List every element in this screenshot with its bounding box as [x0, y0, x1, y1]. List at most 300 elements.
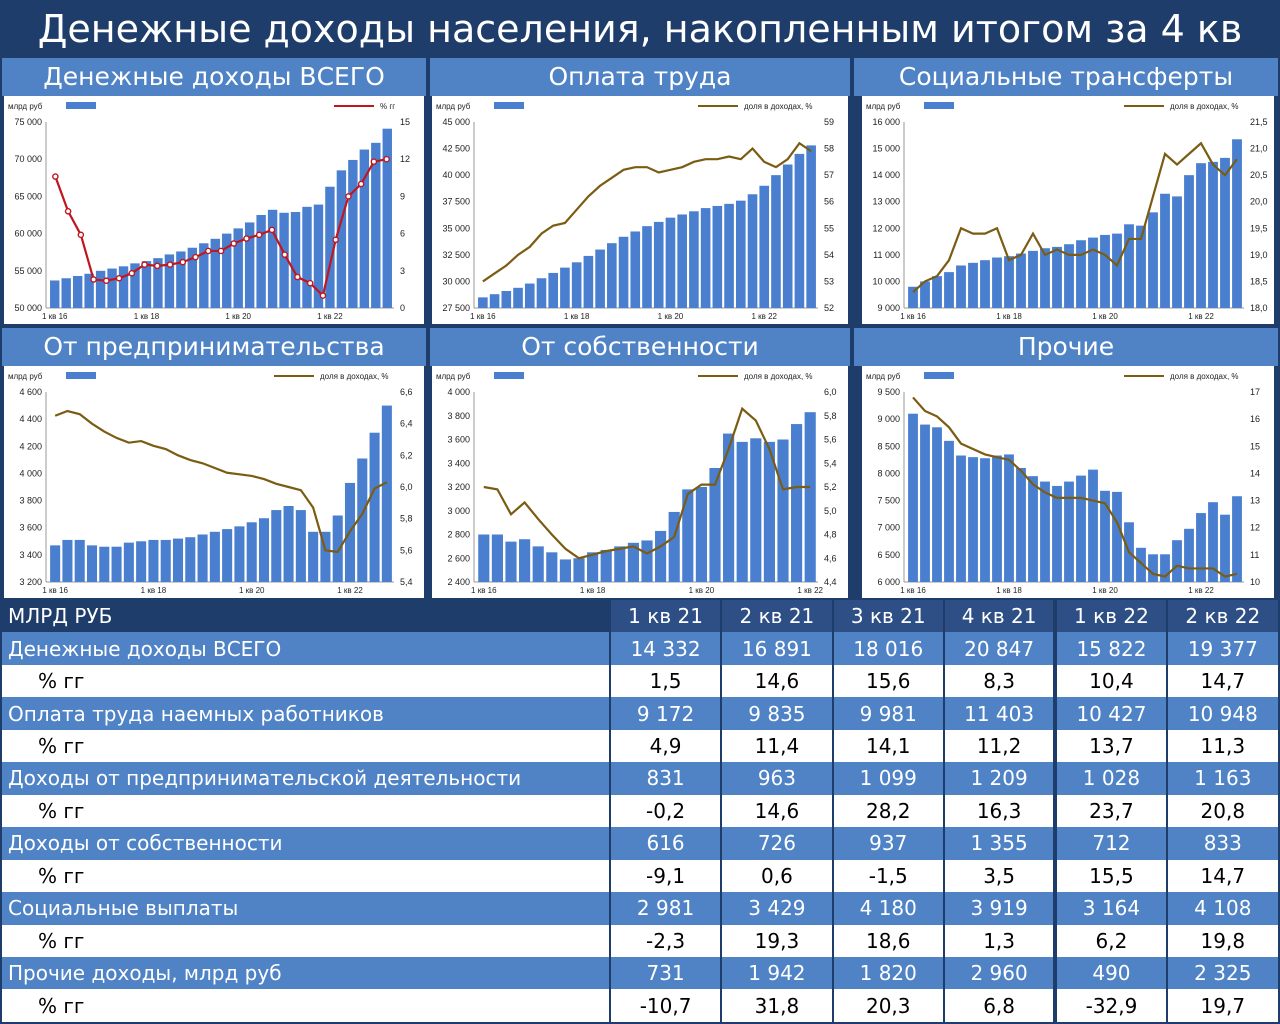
table-cell: -9,1 — [610, 860, 721, 892]
table-cell: 2 981 — [610, 892, 721, 924]
row-label: % гг — [2, 665, 610, 697]
table-cell: 2 325 — [1167, 957, 1278, 989]
y-tick-left: 13 000 — [872, 196, 900, 207]
table-cell: 3 кв 21 — [833, 600, 944, 632]
x-tick: 1 кв 16 — [471, 586, 497, 595]
line-point — [66, 209, 71, 214]
y-tick-left: 3 400 — [447, 458, 470, 469]
x-tick: 1 кв 22 — [1188, 586, 1214, 595]
y-tick-right: 9 — [400, 191, 406, 202]
table-cell: 963 — [721, 762, 832, 794]
y-tick-left: 65 000 — [14, 191, 42, 202]
line-point — [244, 236, 249, 241]
table-row-pct — [2, 989, 1278, 1022]
bar — [1052, 486, 1062, 582]
line-point — [333, 237, 338, 242]
legend-bar-label: млрд руб — [8, 102, 43, 111]
legend-line-label: доля в доходах, % — [1170, 102, 1239, 111]
table-cell: 19,8 — [1167, 925, 1278, 957]
bar — [677, 214, 687, 308]
table-cell: 11,4 — [721, 730, 832, 762]
bar — [478, 535, 489, 583]
bar — [956, 265, 966, 308]
bar — [572, 262, 582, 308]
legend-bar-swatch — [924, 372, 954, 379]
table-cell: 16,3 — [944, 795, 1055, 827]
chart-property — [432, 366, 848, 598]
bar — [630, 231, 640, 308]
y-tick-left: 4 200 — [19, 441, 42, 452]
y-tick-left: 37 500 — [442, 196, 470, 207]
bar — [1196, 513, 1206, 582]
bar — [256, 215, 265, 308]
legend-bar-label: млрд руб — [866, 372, 901, 381]
bar — [1028, 251, 1038, 308]
bar — [96, 271, 105, 308]
bar — [210, 532, 220, 582]
line-point — [91, 277, 96, 282]
table-cell: 1 кв 22 — [1055, 600, 1166, 632]
table-cell: 731 — [610, 957, 721, 989]
y-tick-left: 12 000 — [872, 223, 900, 234]
bar — [1004, 256, 1014, 308]
bar — [560, 559, 571, 582]
y-tick-right: 6,4 — [400, 418, 413, 429]
line-point — [231, 241, 236, 246]
bar — [234, 526, 244, 582]
bar — [642, 226, 652, 308]
y-tick-left: 11 000 — [873, 249, 900, 260]
table-cell: 18 016 — [833, 632, 944, 664]
bar — [148, 540, 158, 582]
y-tick-right: 15 — [1250, 441, 1261, 452]
row-label: Денежные доходы ВСЕГО — [2, 632, 610, 664]
y-tick-left: 7 000 — [877, 522, 900, 533]
table-cell: 2 кв 21 — [721, 600, 832, 632]
bar — [1100, 235, 1110, 308]
line-point — [104, 278, 109, 283]
bar — [932, 427, 942, 582]
row-label: % гг — [2, 860, 610, 892]
bar — [124, 543, 134, 582]
table-cell: 3 919 — [944, 892, 1055, 924]
bar — [296, 510, 306, 582]
table-cell: 6,2 — [1055, 925, 1166, 957]
y-tick-right: 56 — [824, 196, 835, 207]
bar — [1220, 158, 1230, 308]
x-tick: 1 кв 18 — [563, 312, 590, 321]
bar — [992, 456, 1002, 582]
bar — [268, 210, 277, 308]
bar — [619, 237, 629, 308]
y-tick-left: 2 600 — [447, 553, 470, 564]
bar — [107, 269, 116, 308]
table-cell: 0,6 — [721, 860, 832, 892]
table-cell: 10 427 — [1055, 697, 1166, 729]
bar — [1040, 248, 1050, 308]
bar — [795, 154, 805, 308]
bar — [932, 276, 942, 308]
bar — [1172, 540, 1182, 582]
y-tick-left: 6 000 — [877, 577, 900, 587]
bar — [1124, 224, 1134, 308]
line-point — [206, 248, 211, 253]
y-tick-right: 20,5 — [1250, 170, 1268, 181]
line-point — [180, 260, 185, 265]
line-point — [320, 293, 325, 298]
y-tick-right: 20,0 — [1250, 196, 1268, 207]
chart-svg — [432, 96, 848, 324]
table-cell: 9 981 — [833, 697, 944, 729]
chart-business — [4, 366, 424, 598]
bar — [271, 510, 281, 582]
table-cell: 20,8 — [1167, 795, 1278, 827]
bar — [1052, 247, 1062, 308]
y-tick-left: 70 000 — [14, 154, 42, 165]
bar — [284, 506, 294, 582]
bar — [99, 547, 109, 582]
row-label: МЛРД РУБ — [2, 600, 610, 632]
table-cell: 1,3 — [944, 925, 1055, 957]
y-tick-right: 14 — [1250, 468, 1261, 479]
y-tick-right: 3 — [400, 265, 406, 276]
y-tick-left: 55 000 — [14, 265, 42, 276]
bar — [992, 258, 1002, 308]
table-cell: 712 — [1055, 827, 1166, 859]
y-tick-left: 30 000 — [442, 276, 470, 287]
table-cell: -32,9 — [1055, 989, 1166, 1022]
legend-line-label: доля в доходах, % — [320, 372, 389, 381]
bar — [371, 143, 380, 308]
bar — [502, 291, 512, 308]
line-point — [371, 159, 376, 164]
table-cell: 1 209 — [944, 762, 1055, 794]
table-row-pct — [2, 730, 1278, 762]
x-tick: 1 кв 22 — [317, 312, 343, 321]
y-tick-right: 13 — [1250, 495, 1261, 506]
line-point — [129, 271, 134, 276]
bar — [492, 535, 503, 583]
x-tick: 1 кв 16 — [900, 586, 926, 595]
bar — [614, 546, 625, 582]
y-tick-left: 6 500 — [877, 549, 900, 560]
table-cell: 20 847 — [944, 632, 1055, 664]
bar — [601, 550, 612, 582]
y-tick-left: 4 400 — [19, 414, 42, 425]
legend-bar-label: млрд руб — [8, 372, 43, 381]
bar — [50, 545, 60, 582]
bar — [1160, 554, 1170, 582]
y-tick-right: 12 — [400, 154, 411, 165]
legend-bar-swatch — [66, 102, 96, 109]
bar — [791, 424, 802, 582]
bar — [222, 529, 232, 582]
bar — [1184, 175, 1194, 308]
y-tick-right: 5,8 — [824, 410, 837, 421]
y-tick-right: 5,8 — [400, 513, 413, 524]
y-tick-left: 8 000 — [877, 468, 900, 479]
table-cell: 10,4 — [1055, 665, 1166, 697]
y-tick-left: 42 500 — [442, 143, 470, 154]
y-tick-right: 57 — [824, 170, 835, 181]
table-row — [2, 762, 1278, 794]
table-cell: 1 163 — [1167, 762, 1278, 794]
x-tick: 1 кв 18 — [996, 586, 1022, 595]
table-cell: 6,8 — [944, 989, 1055, 1022]
bar — [548, 273, 558, 308]
bar — [713, 206, 723, 308]
y-tick-right: 6 — [400, 228, 406, 239]
table-cell: 11,3 — [1167, 730, 1278, 762]
line-point — [346, 194, 351, 199]
bar — [723, 434, 734, 582]
section-title-business: От предпринимательства — [2, 328, 426, 366]
table-cell: 1 099 — [833, 762, 944, 794]
bar — [920, 425, 930, 582]
bar — [968, 263, 978, 308]
y-tick-right: 6,6 — [400, 387, 413, 397]
bar — [62, 540, 72, 582]
bar — [573, 558, 584, 582]
table-cell: 11,2 — [944, 730, 1055, 762]
y-tick-left: 3 200 — [19, 577, 42, 587]
section-title-total: Денежные доходы ВСЕГО — [2, 58, 426, 96]
y-tick-right: 15 — [400, 117, 411, 127]
y-tick-left: 3 800 — [447, 410, 470, 421]
table-cell: -0,2 — [610, 795, 721, 827]
row-label: % гг — [2, 989, 610, 1022]
y-tick-left: 4 000 — [447, 387, 470, 397]
line-point — [78, 232, 83, 237]
bar — [1004, 454, 1014, 582]
bar — [1076, 240, 1086, 308]
bar — [771, 175, 781, 308]
bar — [1208, 162, 1218, 308]
y-tick-right: 52 — [824, 303, 835, 313]
bar — [302, 207, 311, 308]
x-tick: 1 кв 18 — [140, 586, 167, 595]
x-tick: 1 кв 20 — [1092, 586, 1118, 595]
bar — [73, 276, 82, 308]
bar — [348, 160, 357, 308]
y-tick-right: 21,5 — [1250, 117, 1268, 127]
page-title: Денежные доходы населения, накопленным итогом за 4 кв — [37, 7, 1243, 51]
table-cell: -1,5 — [833, 860, 944, 892]
bar — [1148, 554, 1158, 582]
bar — [1112, 234, 1122, 308]
bar — [1112, 492, 1122, 582]
bar — [783, 165, 793, 308]
bar — [533, 546, 544, 582]
y-tick-left: 75 000 — [14, 117, 42, 127]
bar — [777, 440, 788, 583]
y-tick-right: 5,6 — [824, 434, 837, 445]
bar — [968, 457, 978, 582]
bar — [370, 433, 380, 582]
bar — [805, 412, 816, 582]
line-point — [53, 174, 58, 179]
table-cell: 4 180 — [833, 892, 944, 924]
x-tick: 1 кв 16 — [41, 312, 68, 321]
y-tick-right: 21,0 — [1250, 143, 1268, 154]
table-cell: 831 — [610, 762, 721, 794]
y-tick-right: 19,0 — [1250, 249, 1268, 260]
table-cell: 1 028 — [1055, 762, 1166, 794]
y-tick-right: 5,6 — [400, 545, 413, 556]
row-label: Доходы от предпринимательской деятельности — [2, 762, 610, 794]
bar — [198, 535, 208, 583]
x-tick: 1 кв 20 — [657, 312, 684, 321]
row-label: Прочие доходы, млрд руб — [2, 957, 610, 989]
bar — [689, 211, 699, 308]
y-tick-left: 4 600 — [19, 387, 42, 397]
y-tick-right: 19,5 — [1250, 223, 1268, 234]
table-cell: 15,5 — [1055, 860, 1166, 892]
chart-svg — [862, 366, 1274, 598]
legend-line-label: доля в доходах, % — [744, 102, 813, 111]
table-header-row — [2, 600, 1278, 632]
legend-bar-label: млрд руб — [436, 102, 471, 111]
y-tick-left: 4 000 — [19, 468, 42, 479]
bar — [75, 540, 85, 582]
bar — [1172, 196, 1182, 308]
table-cell: 1 кв 21 — [610, 600, 721, 632]
bar — [759, 186, 769, 308]
income-table — [2, 600, 1278, 1022]
y-tick-left: 3 800 — [19, 495, 42, 506]
section-title-wages: Оплата труда — [430, 58, 850, 96]
line-point — [142, 262, 147, 267]
table-cell: 15,6 — [833, 665, 944, 697]
row-label: % гг — [2, 795, 610, 827]
x-tick: 1 кв 16 — [42, 586, 68, 595]
bar — [383, 129, 392, 308]
bar — [490, 294, 500, 308]
x-tick: 1 кв 16 — [470, 312, 496, 321]
bar — [701, 208, 711, 308]
bar — [1076, 476, 1086, 582]
legend-line-label: доля в доходах, % — [744, 372, 813, 381]
x-tick: 1 кв 22 — [1188, 312, 1214, 321]
x-tick: 1 кв 16 — [900, 312, 926, 321]
table-cell: 14,7 — [1167, 665, 1278, 697]
y-tick-left: 3 000 — [447, 505, 470, 516]
table-cell: 14,6 — [721, 665, 832, 697]
bar — [1148, 212, 1158, 308]
bar — [537, 278, 547, 308]
legend-bar-swatch — [924, 102, 954, 109]
y-tick-left: 3 400 — [19, 549, 42, 560]
table-cell: 4 кв 21 — [944, 600, 1055, 632]
table-cell: 1 355 — [944, 827, 1055, 859]
bar — [247, 522, 257, 582]
bar — [696, 487, 707, 582]
y-tick-right: 6,0 — [824, 387, 837, 397]
bar — [1064, 482, 1074, 582]
y-tick-right: 5,4 — [400, 577, 413, 587]
chart-wages — [432, 96, 848, 324]
table-cell: 833 — [1167, 827, 1278, 859]
table-cell: 616 — [610, 827, 721, 859]
y-tick-left: 45 000 — [442, 117, 470, 127]
bar — [1016, 468, 1026, 582]
bar — [666, 218, 676, 308]
table-cell: 2 960 — [944, 957, 1055, 989]
line-point — [155, 263, 160, 268]
table-cell: 3 429 — [721, 892, 832, 924]
line-point — [282, 252, 287, 257]
row-label: Доходы от собственности — [2, 827, 610, 859]
table-row — [2, 892, 1278, 924]
x-tick: 1 кв 22 — [337, 586, 363, 595]
line-point — [359, 181, 364, 186]
chart-social-transfers — [862, 96, 1274, 324]
table-cell: 15 822 — [1055, 632, 1166, 664]
y-tick-right: 17 — [1250, 387, 1261, 397]
bar — [560, 268, 570, 308]
bar — [736, 201, 746, 308]
bar — [333, 516, 343, 583]
bar — [119, 266, 128, 308]
bar — [291, 212, 300, 308]
bar — [61, 278, 70, 308]
y-tick-left: 9 000 — [877, 303, 900, 313]
bar — [607, 243, 617, 308]
table-cell: 19 377 — [1167, 632, 1278, 664]
y-tick-left: 27 500 — [442, 303, 470, 313]
y-tick-right: 0 — [400, 303, 406, 313]
bar — [87, 545, 97, 582]
y-tick-left: 8 500 — [877, 441, 900, 452]
bar — [737, 442, 748, 582]
bar — [980, 458, 990, 582]
bar — [944, 272, 954, 308]
x-tick: 1 кв 20 — [238, 586, 265, 595]
line-point — [193, 255, 198, 260]
bar — [259, 518, 269, 582]
table-cell: -10,7 — [610, 989, 721, 1022]
section-title-social: Социальные трансферты — [854, 58, 1278, 96]
table-cell: 8,3 — [944, 665, 1055, 697]
bar — [546, 552, 557, 582]
bar — [478, 297, 488, 308]
legend-bar-label: млрд руб — [866, 102, 901, 111]
table-cell: 13,7 — [1055, 730, 1166, 762]
bar — [161, 540, 171, 582]
bar — [724, 204, 734, 308]
legend-bar-label: млрд руб — [436, 372, 471, 381]
table-cell: 937 — [833, 827, 944, 859]
table-cell: 10 948 — [1167, 697, 1278, 729]
y-tick-right: 12 — [1250, 522, 1261, 533]
table-cell: 9 172 — [610, 697, 721, 729]
legend-line-label: % гг — [380, 102, 396, 111]
table-cell: 9 835 — [721, 697, 832, 729]
bar — [185, 537, 195, 582]
y-tick-left: 15 000 — [872, 143, 900, 154]
y-tick-left: 3 200 — [447, 482, 470, 492]
row-label: % гг — [2, 925, 610, 957]
bar — [595, 250, 605, 308]
table-cell: 14,1 — [833, 730, 944, 762]
table-row-pct — [2, 925, 1278, 957]
table-cell: 14,6 — [721, 795, 832, 827]
row-label: Социальные выплаты — [2, 892, 610, 924]
x-tick: 1 кв 20 — [688, 586, 715, 595]
chart-other — [862, 366, 1274, 598]
bar — [1016, 254, 1026, 308]
table-cell: 28,2 — [833, 795, 944, 827]
